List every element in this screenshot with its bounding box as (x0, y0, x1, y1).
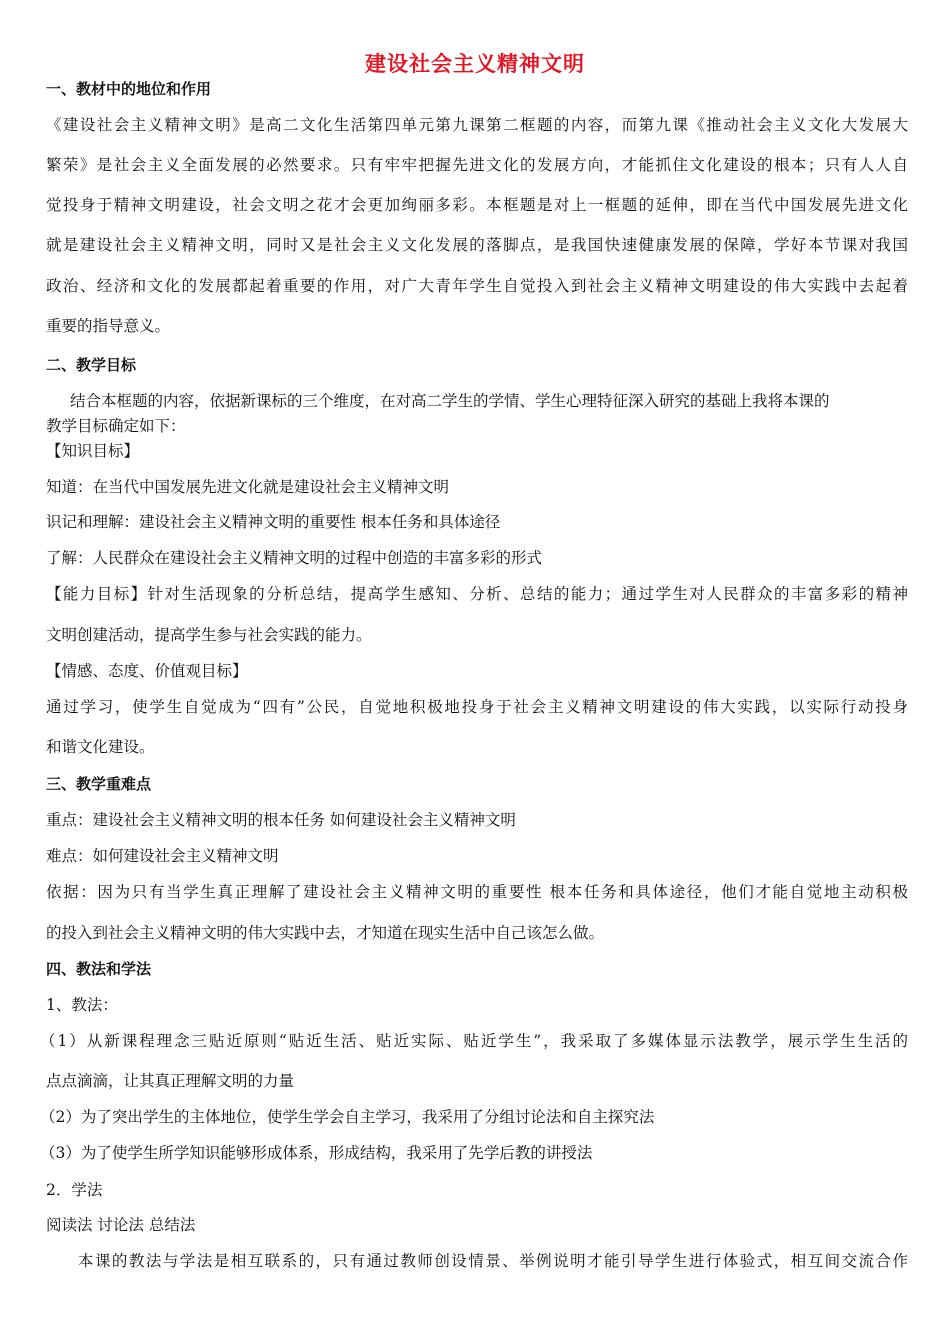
paragraph-line: 重点：建设社会主义精神文明的根本任务 如何建设社会主义精神文明 (46, 811, 516, 829)
paragraph-line: 【能力目标】针对生活现象的分析总结，提高学生感知、分析、总结的能力；通过学生对人民群众的丰富多彩的精神 (46, 585, 908, 603)
paragraph-line: 的投入到社会主义精神文明的伟大实践中去，才知道在现实生活中自己该怎么做。 (46, 924, 605, 942)
paragraph-line: 了解：人民群众在建设社会主义精神文明的过程中创造的丰富多彩的形式 (46, 549, 543, 567)
paragraph-line: 政治、经济和文化的发展都起着重要的作用，对广大青年学生自觉投入到社会主义精神文明建设的伟大实践中去起着 (46, 277, 908, 295)
paragraph-line: 就是建设社会主义精神文明，同时又是社会主义文化发展的落脚点，是我国快速健康发展的保障，学好本节课对我国 (46, 236, 908, 254)
paragraph-line: （3）为了使学生所学知识能够形成体系，形成结构，我采用了先学后教的讲授法 (40, 1144, 593, 1162)
subheading-knowledge-goal: 【知识目标】 (46, 442, 140, 460)
paragraph-line: 难点：如何建设社会主义精神文明 (46, 847, 279, 865)
section-heading-3: 三、教学重难点 (46, 775, 152, 793)
paragraph-line: 觉投身于精神文明建设，社会文明之花才会更加绚丽多彩。本框题是对上一框题的延伸，即在当代中国发展先进文化 (46, 196, 908, 214)
document-title: 建设社会主义精神文明 (365, 52, 585, 76)
paragraph-line: 本课的教法与学法是相互联系的，只有通过教师创设情景、举例说明才能引导学生进行体验式，相互间交流合作 (78, 1252, 908, 1270)
paragraph-line: 繁荣》是社会主义全面发展的必然要求。只有牢牢把握先进文化的发展方向，才能抓住文化建设的根本；只有人人自 (46, 156, 908, 174)
paragraph-line: 结合本框题的内容，依据新课标的三个维度，在对高二学生的学情、学生心理特征深入研究的基础上我将本课的 (70, 392, 830, 410)
paragraph-line: 2．学法 (46, 1181, 103, 1199)
paragraph-line: 识记和理解：建设社会主义精神文明的重要性 根本任务和具体途径 (46, 513, 501, 531)
paragraph-line: （1）从新课程理念三贴近原则“贴近生活、贴近实际、贴近学生”，我采取了多媒体显示法教学，展示学生生活的 (40, 1032, 908, 1050)
paragraph-line: 和谐文化建设。 (46, 738, 155, 756)
paragraph-line: 文明创建活动，提高学生参与社会实践的能力。 (46, 626, 372, 644)
section-heading-4: 四、教法和学法 (46, 960, 152, 978)
paragraph-line: 《建设社会主义精神文明》是高二文化生活第四单元第九课第二框题的内容，而第九课《推动社会主义文化大发展大 (46, 116, 908, 134)
paragraph-line: 教学目标确定如下： (46, 417, 186, 435)
paragraph-line: 通过学习，使学生自觉成为“四有”公民，自觉地积极地投身于社会主义精神文明建设的伟大实践，以实际行动投身 (46, 698, 908, 716)
paragraph-line: 重要的指导意义。 (46, 317, 171, 335)
paragraph-line: 阅读法 讨论法 总结法 (46, 1216, 196, 1234)
subheading-emotion-goal: 【情感、态度、价值观目标】 (46, 662, 248, 680)
paragraph-line: 1、教法： (46, 996, 118, 1014)
paragraph-line: （2）为了突出学生的主体地位，使学生学会自主学习，我采用了分组讨论法和自主探究法 (40, 1108, 655, 1126)
paragraph-line: 依据：因为只有当学生真正理解了建设社会主义精神文明的重要性 根本任务和具体途径，他们才能自觉地主动积极 (46, 883, 908, 901)
paragraph-line: 点点滴滴，让其真正理解文明的力量 (46, 1072, 295, 1090)
section-heading-1: 一、教材中的地位和作用 (46, 80, 212, 98)
paragraph-line: 知道：在当代中国发展先进文化就是建设社会主义精神文明 (46, 478, 450, 496)
section-heading-2: 二、教学目标 (46, 356, 137, 374)
